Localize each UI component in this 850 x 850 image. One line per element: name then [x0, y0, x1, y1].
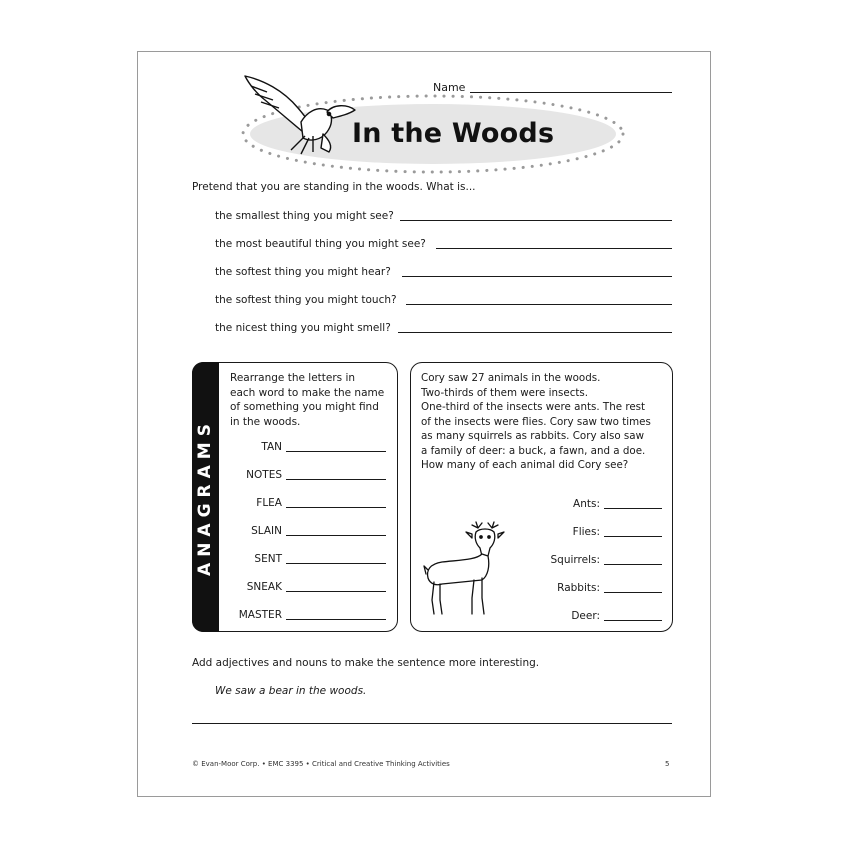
answer-line-2[interactable]: [436, 248, 672, 249]
answer-label-rabbits: Rabbits:: [557, 582, 600, 594]
anagram-answer-line[interactable]: [286, 591, 386, 592]
instruction-line: of something you might find: [230, 401, 379, 413]
problem-line: Two-thirds of them were insects.: [421, 386, 589, 399]
problem-line: One-third of the insects were ants. The rest: [421, 401, 646, 413]
problem-line: as many squirrels as rabbits. Cory also saw: [421, 430, 645, 442]
anagram-word: FLEA: [256, 497, 282, 509]
question-5: the nicest thing you might smell?: [215, 322, 391, 334]
answer-line-squirrels[interactable]: [604, 564, 662, 565]
anagram-answer-line[interactable]: [286, 563, 386, 564]
answer-line-3[interactable]: [402, 276, 672, 277]
answer-line-1[interactable]: [400, 220, 672, 221]
anagram-word: MASTER: [238, 609, 282, 621]
adjectives-instruction: Add adjectives and nouns to make the sentence more interesting.: [192, 657, 540, 669]
eagle-illustration: [243, 70, 368, 160]
anagram-answer-line[interactable]: [286, 619, 386, 620]
answer-line-4[interactable]: [406, 304, 672, 305]
anagram-word: SLAIN: [251, 525, 282, 537]
anagram-answer-line[interactable]: [286, 479, 386, 480]
anagram-word: SNEAK: [246, 581, 282, 593]
page-title: In the Woods: [352, 118, 555, 149]
footer-credit: © Evan-Moor Corp. • EMC 3395 • Critical and Creative Thinking Activities: [192, 760, 450, 768]
answer-line-5[interactable]: [398, 332, 672, 333]
answer-label-ants: Ants:: [573, 498, 600, 510]
anagram-answer-line[interactable]: [286, 451, 386, 452]
anagram-word: SENT: [254, 553, 282, 565]
instruction-line: each word to make the name: [230, 386, 385, 399]
deer-illustration: [420, 520, 516, 620]
intro-text: Pretend that you are standing in the woods. What is...: [192, 181, 476, 193]
question-1: the smallest thing you might see?: [215, 210, 394, 222]
question-4: the softest thing you might touch?: [215, 294, 397, 306]
name-label: Name: [433, 81, 466, 94]
page-number: 5: [665, 760, 670, 768]
answer-line-ants[interactable]: [604, 508, 662, 509]
instruction-line: Rearrange the letters in: [230, 372, 356, 384]
problem-line: Cory saw 27 animals in the woods.: [421, 372, 601, 384]
answer-line-flies[interactable]: [604, 536, 662, 537]
anagrams-instructions: [230, 371, 384, 429]
answer-label-flies: Flies:: [572, 526, 600, 538]
answer-line-deer[interactable]: [604, 620, 662, 621]
anagrams-label: ANAGRAMS: [195, 418, 215, 576]
question-2: the most beautiful thing you might see?: [215, 238, 426, 250]
answer-label-deer: Deer:: [571, 610, 600, 622]
anagram-word: NOTES: [246, 469, 282, 481]
sample-sentence: We saw a bear in the woods.: [215, 685, 367, 697]
sentence-answer-line[interactable]: [192, 723, 672, 724]
problem-line: a family of deer: a buck, a fawn, and a doe.: [421, 444, 646, 457]
problem-line: How many of each animal did Cory see?: [421, 459, 629, 471]
problem-line: of the insects were flies. Cory saw two times: [421, 415, 651, 428]
anagram-answer-line[interactable]: [286, 507, 386, 508]
instruction-line: in the woods.: [230, 415, 301, 428]
answer-line-rabbits[interactable]: [604, 592, 662, 593]
question-3: the softest thing you might hear?: [215, 266, 391, 278]
anagram-word: TAN: [261, 441, 282, 453]
word-problem-text: [421, 371, 651, 473]
anagram-answer-line[interactable]: [286, 535, 386, 536]
answer-label-squirrels: Squirrels:: [550, 554, 600, 566]
